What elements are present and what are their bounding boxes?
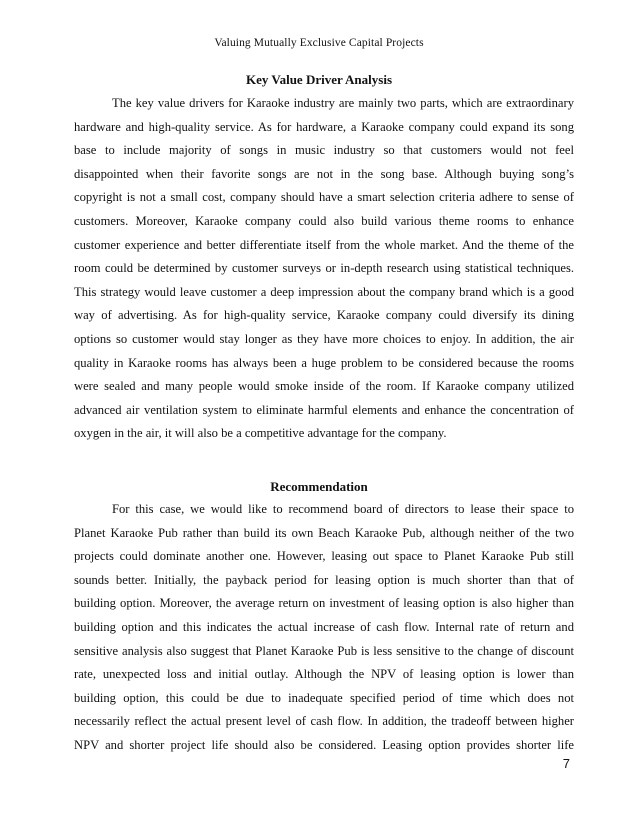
paragraph-line: Planet Karaoke Pub rather than build its own Beach Karaoke Pub, although neither of the two xyxy=(74,525,574,540)
paragraph-line: disappointed when their favorite songs are not in the song base. Although buying song’s xyxy=(74,166,574,181)
section-body-recommendation xyxy=(74,498,574,758)
paragraph-line: were sealed and many people would smoke inside of the room. If Karaoke company utilized xyxy=(74,379,574,394)
paragraph-line: oxygen in the air, it will also be a competitive advantage for the company. xyxy=(74,426,447,441)
paragraph-line: This strategy would leave customer a deep impression about the company brand which is a good xyxy=(74,284,574,299)
section-title-recommendation: Recommendation xyxy=(270,479,368,494)
paragraph-line: sounds better. Initially, the payback period for leasing option is much shorter than that of xyxy=(74,572,574,587)
paragraph-line: way of advertising. As for high-quality service, Karaoke company could diversify its dining xyxy=(74,308,574,323)
paragraph-line: hardware and high-quality service. As for hardware, a Karaoke company could expand its song xyxy=(74,119,574,134)
paragraph-line: base to include majority of songs in music industry so that customers would not feel xyxy=(74,143,574,158)
paragraph-line: building option, this could be due to inadequate specified period of time which does not xyxy=(74,690,574,705)
paragraph-line: necessarily reflect the actual present level of cash flow. In addition, the tradeoff between higher xyxy=(74,714,574,729)
paragraph-line: advanced air ventilation system to eliminate harmful elements and enhance the concentration of xyxy=(74,402,574,417)
paragraph-line: customer experience and better differentiate itself from the whole market. And the theme of the xyxy=(74,237,574,252)
paragraph-line: building option. Moreover, the average return on investment of leasing option is also higher than xyxy=(74,596,574,611)
paragraph-line: For this case, we would like to recommend board of directors to lease their space to xyxy=(112,502,574,516)
paragraph-line: customers. Moreover, Karaoke company could also build various theme rooms to enhance xyxy=(74,213,574,228)
paragraph-line: The key value drivers for Karaoke industry are mainly two parts, which are extraordinary xyxy=(112,96,574,110)
paragraph-line: quality in Karaoke rooms has always been a huge problem to be considered because the rooms xyxy=(74,355,574,370)
paragraph-line: sensitive analysis also suggest that Planet Karaoke Pub is less sensitive to the change of discount xyxy=(74,643,574,658)
paragraph-line: room could be determined by customer surveys or in-depth research using statistical techniques. xyxy=(74,261,574,276)
paragraph-line: NPV and shorter project life should also be considered. Leasing option provides shorter life xyxy=(74,737,574,752)
running-header: Valuing Mutually Exclusive Capital Projects xyxy=(214,37,424,49)
section-title-key-value-driver-analysis: Key Value Driver Analysis xyxy=(245,72,393,87)
page-number: 7 xyxy=(562,756,570,771)
paragraph-line: projects could dominate another one. However, leasing out space to Planet Karaoke Pub still xyxy=(74,549,574,564)
paragraph-line: options so customer would stay longer as they have more choices to enjoy. In addition, the air xyxy=(74,331,574,346)
paragraph-line: building option and this indicates the actual increase of cash flow. Internal rate of return and xyxy=(74,619,574,634)
paragraph-line: copyright is not a small cost, company should have a smart selection criteria adhere to sense of xyxy=(74,190,574,205)
section-body-key-value-driver-analysis xyxy=(74,92,574,446)
paragraph-line: rate, unexpected loss and initial outlay. Although the NPV of leasing option is lower than xyxy=(74,667,574,682)
